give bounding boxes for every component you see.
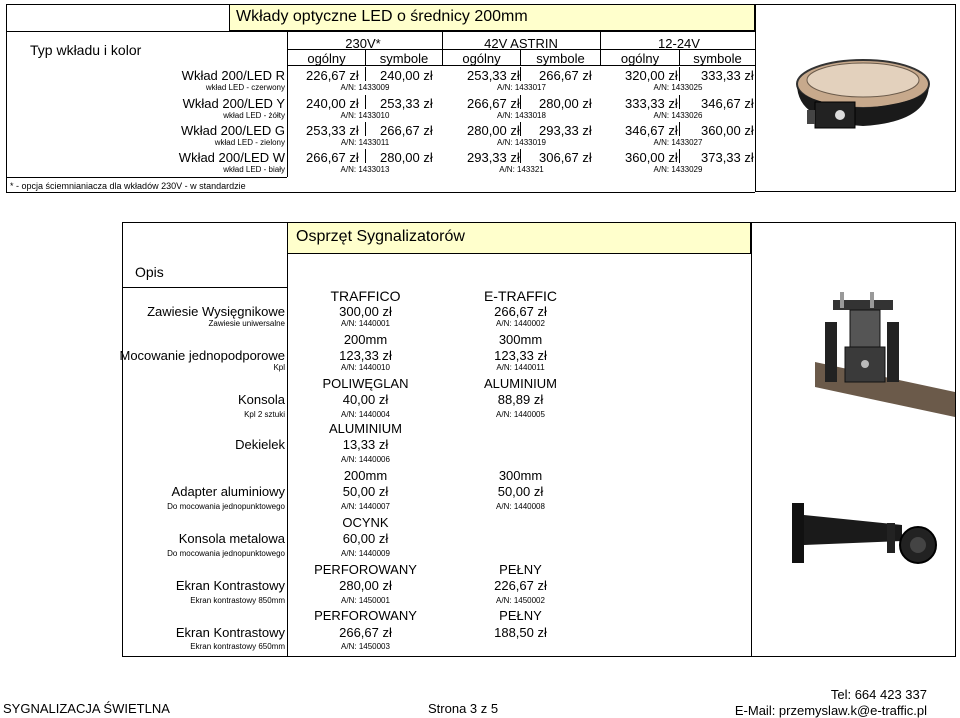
price-cell: 60,00 zł <box>342 531 389 546</box>
code-cell: A/N: 1433026 <box>653 111 703 120</box>
item-name: Konsola metalowa <box>178 531 285 546</box>
code-cell: A/N: 1440005 <box>496 410 545 419</box>
variant-label: ALUMINIUM <box>329 421 402 436</box>
variant-label: 300mm <box>498 332 543 347</box>
opis-header: Opis <box>135 264 164 280</box>
price-cell: 346,67 zł <box>625 123 678 138</box>
variant-label: POLIWĘGLAN <box>322 376 409 391</box>
item-sub: Ekran kontrastowy 650mm <box>190 642 285 651</box>
code-cell: A/N: 1433019 <box>497 138 546 147</box>
accessories-title: Osprzęt Sygnalizatorów <box>296 228 465 245</box>
price-cell: 13,33 zł <box>342 437 389 452</box>
price-cell: 88,89 zł <box>497 392 544 407</box>
price-cell: 300,00 zł <box>339 304 392 319</box>
code-cell: A/N: 1440007 <box>341 502 390 511</box>
price-cell: 293,33 zł <box>539 123 592 138</box>
variant-label: PERFOROWANY <box>314 608 417 623</box>
group-header-42v: 42V ASTRIN <box>484 36 558 51</box>
code-cell: A/N: 143321 <box>499 165 544 174</box>
subheader-ogolny: ogólny <box>462 51 501 66</box>
price-cell: 123,33 zł <box>494 348 547 363</box>
price-cell: 123,33 zł <box>339 348 392 363</box>
price-cell: 240,00 zł <box>380 68 433 83</box>
price-cell: 360,00 zł <box>625 150 678 165</box>
col-header-e-traffic: E-TRAFFIC <box>483 288 558 304</box>
variant-label: PEŁNY <box>499 562 542 577</box>
col-header-traffico: TRAFFICO <box>330 288 401 304</box>
code-cell: A/N: 1433017 <box>497 83 546 92</box>
price-cell: 226,67 zł <box>494 578 547 593</box>
item-name: Dekielek <box>235 437 285 452</box>
price-cell: 266,67 zł <box>467 96 520 111</box>
code-cell: A/N: 1433027 <box>653 138 703 147</box>
product-name: Wkład 200/LED Y <box>182 96 285 111</box>
variant-label: OCYNK <box>342 515 389 530</box>
product-desc: wkład LED - żółty <box>223 111 285 120</box>
price-cell: 306,67 zł <box>539 150 592 165</box>
product-name: Wkład 200/LED R <box>181 68 285 83</box>
code-cell: A/N: 1440001 <box>341 319 390 328</box>
item-sub: Kpl 2 sztuki <box>244 410 285 419</box>
code-cell: A/N: 1440011 <box>496 363 545 372</box>
footer-page: Strona 3 z 5 <box>428 701 499 716</box>
group-header-12-24v: 12-24V <box>658 36 700 51</box>
item-sub: Kpl <box>273 363 285 372</box>
price-cell: 266,67 zł <box>380 123 433 138</box>
variant-label: PERFOROWANY <box>314 562 417 577</box>
price-cell: 293,33 zł <box>467 150 520 165</box>
top-title: Wkłady optyczne LED o średnicy 200mm <box>236 8 528 25</box>
price-cell: 240,00 zł <box>306 96 359 111</box>
price-cell: 266,67 zł <box>339 625 392 640</box>
price-cell: 266,67 zł <box>306 150 359 165</box>
footer-left: SYGNALIZACJA ŚWIETLNA <box>3 701 170 716</box>
item-name: Mocowanie jednopodporowe <box>119 348 285 363</box>
product-desc: wkład LED - czerwony <box>205 83 285 92</box>
price-cell: 280,00 zł <box>539 96 592 111</box>
price-cell: 266,67 zł <box>539 68 592 83</box>
price-cell: 333,33 zł <box>701 68 754 83</box>
item-sub: Do mocowania jednopunktowego <box>167 502 285 511</box>
code-cell: A/N: 1433013 <box>340 165 390 174</box>
code-cell: A/N: 1440008 <box>496 502 545 511</box>
product-name: Wkład 200/LED W <box>178 150 285 165</box>
group-header-230v: 230V* <box>345 36 381 51</box>
price-cell: 280,00 zł <box>380 150 433 165</box>
item-name: Konsola <box>238 392 285 407</box>
item-name: Ekran Kontrastowy <box>175 578 285 593</box>
bracket-image <box>815 292 955 432</box>
price-cell: 333,33 zł <box>625 96 678 111</box>
subheader-symbole: symbole <box>379 51 429 66</box>
code-cell: A/N: 1433011 <box>340 138 390 147</box>
item-name: Adapter aluminiowy <box>171 484 285 499</box>
item-name: Zawiesie Wysięgnikowe <box>147 304 285 319</box>
code-cell: A/N: 1440006 <box>341 455 390 464</box>
code-cell: A/N: 1433029 <box>653 165 703 174</box>
code-cell: A/N: 1450003 <box>341 642 390 651</box>
code-cell: A/N: 1433010 <box>340 111 390 120</box>
price-cell: 50,00 zł <box>342 484 389 499</box>
code-cell: A/N: 1450001 <box>341 596 390 605</box>
type-header: Typ wkładu i kolor <box>30 42 142 58</box>
subheader-symbole: symbole <box>536 51 585 66</box>
footnote: * - opcja ściemnianiacza dla wkładów 230V - w standardzie <box>10 181 246 191</box>
variant-label: 300mm <box>498 468 543 483</box>
price-cell: 280,00 zł <box>339 578 392 593</box>
led-insert-image <box>785 52 935 142</box>
item-sub: Do mocowania jednopunktowego <box>167 549 285 558</box>
item-sub: Zawiesie uniwersalne <box>208 319 285 328</box>
price-cell: 253,33 zł <box>380 96 433 111</box>
footer-email[interactable]: E-Mail: przemyslaw.k@e-traffic.pl <box>734 703 927 718</box>
price-cell: 40,00 zł <box>342 392 389 407</box>
code-cell: A/N: 1433018 <box>497 111 546 120</box>
price-cell: 320,00 zł <box>625 68 678 83</box>
code-cell: A/N: 1450002 <box>496 596 545 605</box>
item-sub: Ekran kontrastowy 850mm <box>190 596 285 605</box>
code-cell: A/N: 1433025 <box>653 83 703 92</box>
code-cell: A/N: 1433009 <box>340 83 390 92</box>
variant-label: ALUMINIUM <box>484 376 557 391</box>
footer-tel: Tel: 664 423 337 <box>830 687 927 702</box>
price-cell: 373,33 zł <box>701 150 754 165</box>
product-desc: wkład LED - biały <box>223 165 285 174</box>
metal-console-image <box>792 495 942 570</box>
variant-label: 200mm <box>343 332 388 347</box>
subheader-ogolny: ogólny <box>620 51 660 66</box>
item-name: Ekran Kontrastowy <box>175 625 285 640</box>
price-cell: 50,00 zł <box>497 484 544 499</box>
price-cell: 346,67 zł <box>701 96 754 111</box>
subheader-symbole: symbole <box>693 51 742 66</box>
price-cell: 280,00 zł <box>467 123 520 138</box>
product-name: Wkład 200/LED G <box>180 123 285 138</box>
code-cell: A/N: 1440004 <box>341 410 390 419</box>
code-cell: A/N: 1440009 <box>341 549 390 558</box>
price-cell: 253,33 zł <box>306 123 359 138</box>
variant-label: 200mm <box>343 468 388 483</box>
price-cell: 266,67 zł <box>494 304 547 319</box>
subheader-ogolny: ogólny <box>307 51 346 66</box>
price-cell: 253,33 zł <box>467 68 520 83</box>
price-cell: 226,67 zł <box>306 68 359 83</box>
variant-label: PEŁNY <box>499 608 542 623</box>
price-cell: 360,00 zł <box>701 123 754 138</box>
product-desc: wkład LED - zielony <box>214 138 285 147</box>
price-cell: 188,50 zł <box>494 625 547 640</box>
code-cell: A/N: 1440010 <box>341 363 390 372</box>
code-cell: A/N: 1440002 <box>496 319 545 328</box>
